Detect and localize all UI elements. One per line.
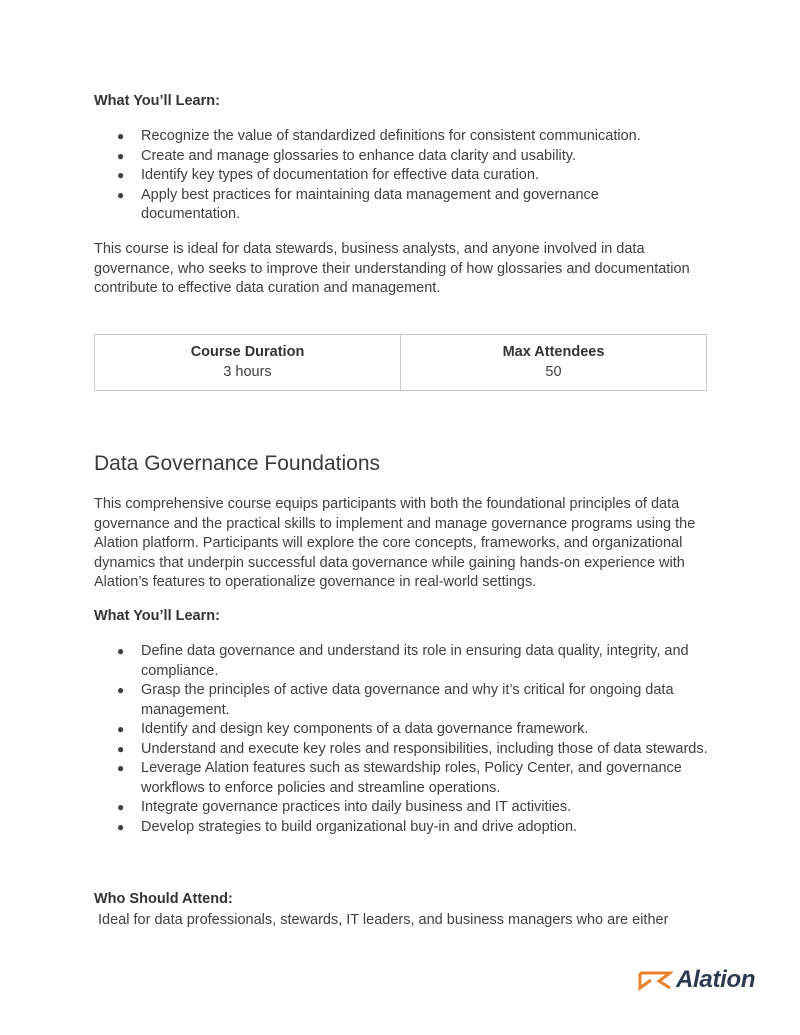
bullet-icon: ● — [117, 187, 125, 202]
bullet-icon: ● — [117, 683, 125, 697]
attendees-cell — [401, 335, 707, 391]
course-info-table — [94, 334, 707, 391]
duration-value: 3 hours — [223, 363, 272, 380]
list-item: ● Recognize the value of standardized definitions for consistent communication. — [94, 127, 661, 147]
attend-heading: Who Should Attend: — [94, 891, 233, 907]
attendees-label: Max Attendees — [502, 344, 605, 360]
list-item: ● Grasp the principles of active data governance and why it’s critical for ongoing data management. — [117, 682, 674, 718]
attend-text: Ideal for data professionals, stewards, IT leaders, and business managers who are either — [94, 912, 669, 928]
bullet-icon: ● — [117, 819, 125, 834]
list-item: ● Create and manage glossaries to enhance data clarity and usability. — [94, 147, 661, 167]
learn-list-1 — [94, 127, 661, 225]
duration-cell — [95, 335, 401, 391]
alation-logo — [637, 966, 755, 994]
learn-heading-1: What You’ll Learn: — [94, 93, 220, 109]
learn-list-2 — [94, 642, 708, 837]
list-item: ● Integrate governance practices into daily business and IT activities. — [94, 798, 708, 818]
bullet-icon: ● — [117, 741, 125, 756]
course-description-paragraph: This comprehensive course equips participants with both the foundational principles of data governance and the practical skills to implement and manage governance programs using the Alation platform. Participants will explore the core concepts, frameworks, and organizational dynamics that underpin successful data governance while gaining hands-on experience with Alation’s features to operationalize governance in real-world settings. — [94, 496, 696, 590]
learn-heading-2: What You’ll Learn: — [94, 608, 220, 624]
list-item: ● Understand and execute key roles and responsibilities, including those of data stewards. — [94, 740, 711, 760]
alation-bowtie-logo-icon — [637, 969, 673, 991]
bullet-icon: ● — [117, 129, 125, 143]
list-item: ● Define data governance and understand its role in ensuring data quality, integrity, and compliance. — [117, 643, 689, 679]
attendees-value: 50 — [545, 363, 562, 380]
list-item: ● Identify key types of documentation for effective data curation. — [94, 166, 661, 186]
bullet-icon: ● — [117, 148, 125, 163]
list-item: ● Apply best practices for maintaining data management and governance documentation. — [117, 186, 599, 222]
section-title: Data Governance Foundations — [94, 452, 381, 475]
bullet-icon: ● — [117, 722, 125, 736]
logo-text: Alation — [676, 966, 756, 993]
list-item: ● Identify and design key components of a data governance framework. — [94, 720, 708, 740]
bullet-icon: ● — [117, 644, 125, 658]
duration-label: Course Duration — [190, 344, 305, 360]
list-item: ● Leverage Alation features such as stewardship roles, Policy Center, and governance workflows to enforce policies and streamline operations. — [117, 760, 682, 796]
bullet-icon: ● — [117, 168, 125, 182]
list-item: ● Develop strategies to build organizational buy-in and drive adoption. — [94, 818, 708, 838]
course-audience-paragraph: This course is ideal for data stewards, business analysts, and anyone involved in data governance, who seeks to improve their understanding of how glossaries and documentation contribute to effective data curation and management. — [94, 241, 690, 296]
bullet-icon: ● — [117, 761, 125, 775]
bullet-icon: ● — [117, 800, 125, 814]
